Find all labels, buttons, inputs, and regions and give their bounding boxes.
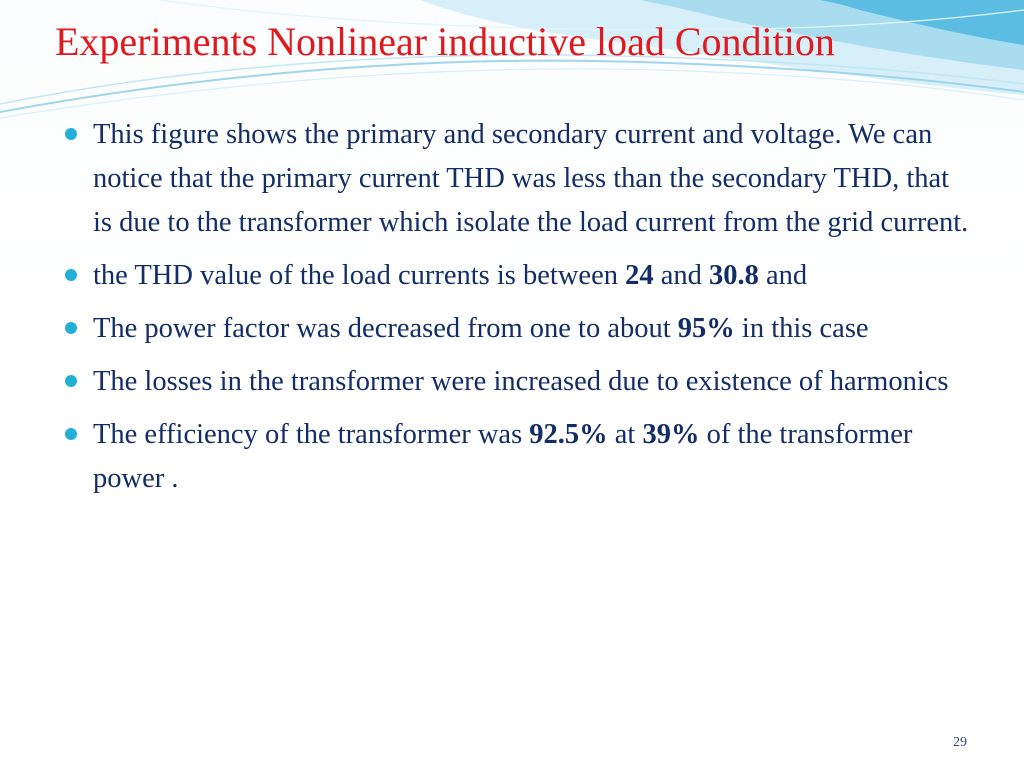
efficiency-value: 92.5% bbox=[529, 419, 608, 450]
bullet-text: and bbox=[653, 260, 709, 291]
bullet-list bbox=[60, 113, 970, 510]
thd-min-value: 24 bbox=[625, 260, 654, 291]
power-factor-value: 95% bbox=[677, 313, 735, 344]
bullet-dot-icon bbox=[65, 428, 77, 440]
bullet-text: of the transformer power . bbox=[93, 419, 913, 494]
slide-title: Experiments Nonlinear inductive load Condition bbox=[55, 19, 835, 64]
bullet-item bbox=[60, 113, 970, 245]
bullet-item bbox=[60, 360, 970, 404]
bullet-text: The losses in the transformer were increased due to existence of harmonics bbox=[93, 366, 949, 397]
load-percent-value: 39% bbox=[642, 419, 700, 450]
bullet-text: The power factor was decreased from one to about bbox=[93, 313, 678, 344]
bullet-dot-icon bbox=[65, 128, 77, 140]
bullet-text: The efficiency of the transformer was bbox=[93, 419, 530, 450]
bullet-dot-icon bbox=[65, 375, 77, 387]
bullet-item bbox=[60, 307, 970, 351]
bullet-item bbox=[60, 413, 970, 501]
thd-max-value: 30.8 bbox=[709, 260, 759, 291]
bullet-dot-icon bbox=[65, 322, 77, 334]
bullet-text: This figure shows the primary and secondary current and voltage. We can notice that the primary current THD was less than the secondary THD, that is due to the transformer which isolate the load current from the grid current. bbox=[93, 119, 969, 238]
bullet-text: in this case bbox=[734, 313, 869, 344]
bullet-text: the THD value of the load currents is between bbox=[93, 260, 626, 291]
bullet-dot-icon bbox=[65, 269, 77, 281]
page-number: 29 bbox=[953, 735, 967, 750]
bullet-text: at bbox=[607, 419, 643, 450]
bullet-item bbox=[60, 254, 970, 298]
bullet-text: and bbox=[758, 260, 808, 291]
